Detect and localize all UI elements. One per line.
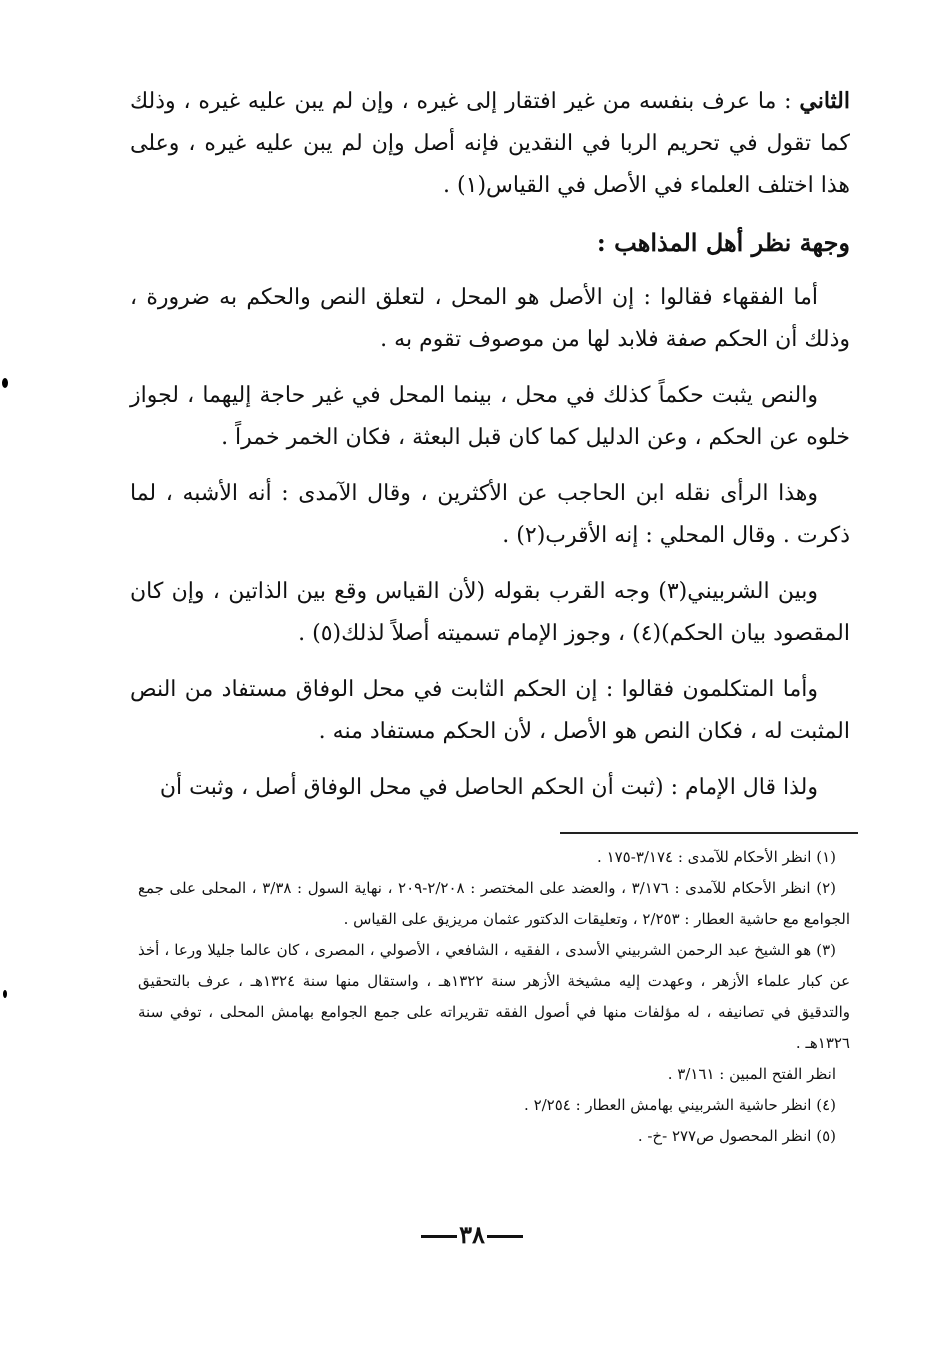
paragraph-5: وبين الشربيني(٣) وجه القرب بقوله (لأن القياس وقع بين الذاتين ، وإن كان المقصود بيان الحكم)(٤) ، وجوز الإمام تسميته أصلاً لذلك(٥) . [130,579,850,646]
scan-mark [2,378,8,388]
footnote-2: (٢) انظر الأحكام للآمدى : ٣/١٧٦ ، والعضد على المختصر : ٢/٢٠٨-٢٠٩ ، نهاية السول : ٣/٣٨ ، المحلى على جمع الجوامع مع حاشية العطار : ٢/٢٥٣ ، وتعليقات الدكتور عثمان مريزيق على القياس . [138,879,850,928]
footnote-3: (٣) هو الشيخ عبد الرحمن الشربيني الأسدى ، الفقيه ، الشافعي ، الأصولي ، المصرى ، كان عالما جليلا ورعا ، أخذ عن كبار علماء الأزهر ، وعهدت إليه مشيخة الأزهر سنة ١٣٢٢هـ ، واستقال منها سنة ١٣٢٤هـ ، عرف بالتحقيق والتدقيق في تصانيفه ، له مؤلفات منها في أصول الفقه تقريراته على جمع الجوامع بهامش المحلى ، توفي سنة ١٣٢٦هـ . [138,941,851,1052]
paragraph-1 [130,80,850,207]
footnote-divider [560,832,858,834]
paragraph-lead: الثاني [799,88,850,114]
paragraph-2: أما الفقهاء فقالوا : إن الأصل هو المحل ، لتعلق النص والحكم به ضرورة ، وذلك أن الحكم صفة فلابد لها من موصوف تقوم به . [130,285,850,352]
page-number-dash-left [487,1235,523,1238]
paragraph-6: وأما المتكلمون فقالوا : إن الحكم الثابت في محل الوفاق مستفاد من النص المثبت له ، فكان النص هو الأصل ، لأن الحكم مستفاد منه . [130,677,850,744]
main-text [130,80,850,823]
footnote-5: (٥) انظر المحصول ص٢٧٧ -خ- . [637,1127,836,1145]
page-number [0,1220,944,1249]
footnote-1: (١) انظر الأحكام للآمدى : ٣/١٧٤-١٧٥ . [597,848,836,866]
footnote-3-reference: انظر الفتح المبين : ٣/١٦١ . [667,1065,836,1083]
scan-mark [3,990,7,998]
paragraph-text: : ما عرف بنفسه من غير افتقار إلى غيره ، وإن لم يبن عليه غيره ، وذلك كما تقول في تحريم الربا في النقدين فإنه أصل وإن لم يبن عليه غيره ، وعلى هذا اختلف العلماء في الأصل في القياس(١) . [130,89,850,198]
paragraph-3: والنص يثبت حكماً كذلك في محل ، بينما المحل في غير حاجة إليهما ، لجواز خلوه عن الحكم ، وعن الدليل كما كان قبل البعثة ، فكان الخمر خمراً . [130,383,850,450]
footnotes [138,842,850,1152]
page-number-dash-right [421,1235,457,1238]
paragraph-4: وهذا الرأى نقله ابن الحاجب عن الأكثرين ، وقال الآمدى : أنه الأشبه ، لما ذكرت . وقال المحلي : إنه الأقرب(٢) . [130,481,850,548]
page-number-text: ٣٨ [459,1220,485,1249]
section-heading: وجهة نظر أهل المذاهب : [596,228,850,257]
footnote-4: (٤) انظر حاشية الشربيني بهامش العطار : ٢/٢٥٤ . [524,1096,836,1114]
paragraph-7: ولذا قال الإمام : (ثبت أن الحكم الحاصل في محل الوفاق أصل ، وثبت أن [159,775,818,800]
